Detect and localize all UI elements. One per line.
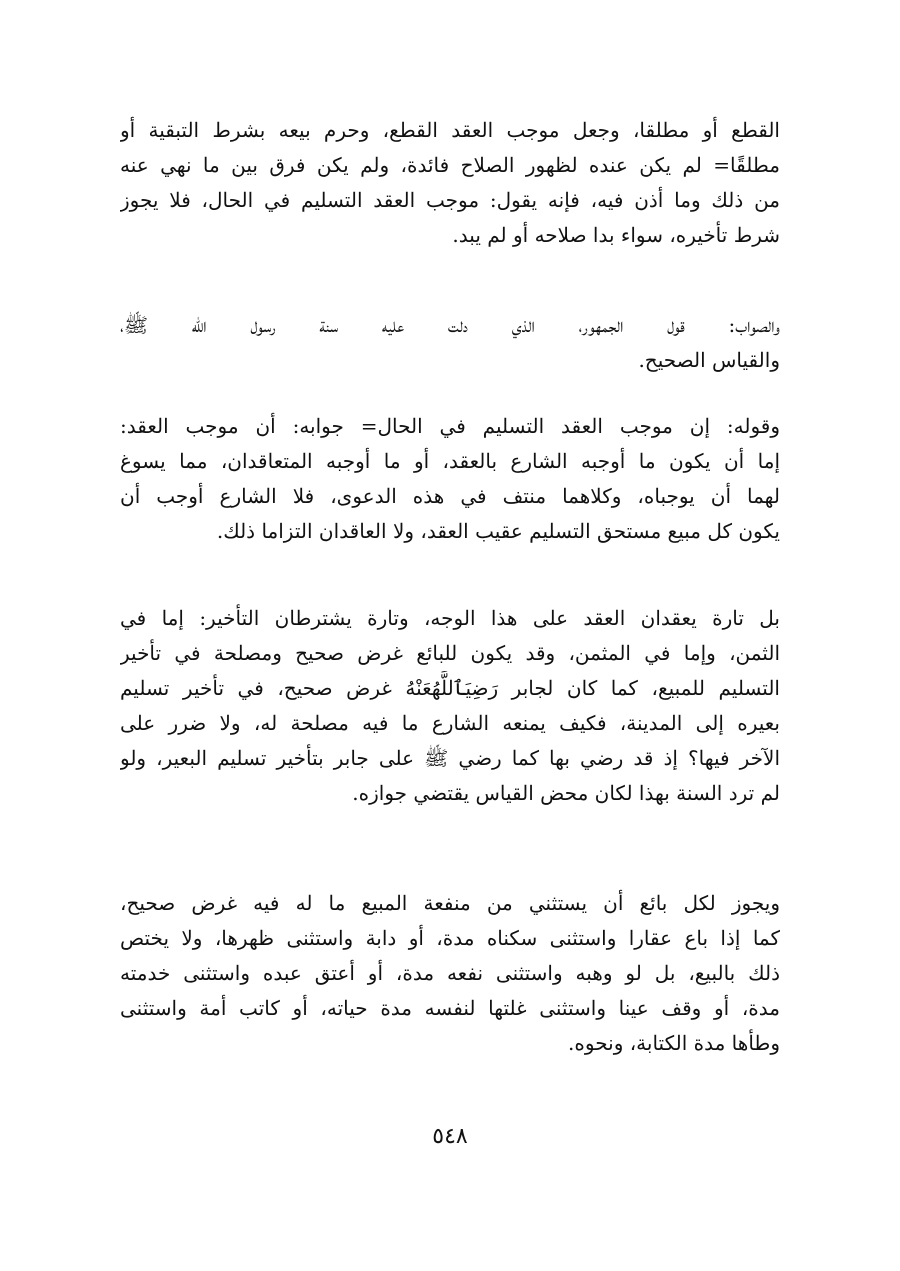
text-line: بعيره إلى المدينة، فكيف يمنعه الشارع ما فيه مصلحة له، ولا ضرر على [120, 711, 780, 735]
text-line: وقوله: إن موجب العقد التسليم في الحال= جوابه: أن موجب العقد: [120, 414, 780, 438]
text-line: ذلك بالبيع، بل لو وهبه واستثنى نفعه مدة، أو أعتق عبده واستثنى خدمته [120, 961, 780, 985]
text-line: شرط تأخيره، سواء بدا صلاحه أو لم يبد. [452, 223, 780, 247]
text-line: من ذلك وما أذن فيه، فإنه يقول: موجب العقد التسليم في الحال، فلا يجوز [120, 188, 780, 212]
text-line: إما أن يكون ما أوجبه الشارع بالعقد، أو ما أوجبه المتعاقدان، مما يسوغ [120, 449, 780, 473]
page-number: ٥٤٨ [432, 1124, 468, 1149]
text-line: وطأها مدة الكتابة، ونحوه. [568, 1031, 780, 1055]
paragraph-3 [120, 409, 780, 549]
text-line: الآخر فيها؟ إذ قد رضي بها كما رضي ﷺ على جابر بتأخير تسليم البعير، ولو [120, 746, 780, 770]
text-line: التسليم للمبيع، كما كان لجابر رَضِيَٱللَّهُعَنْهُ غرض صحيح، في تأخير تسليم [120, 676, 780, 700]
text-line: مدة، أو وقف عينا واستثنى غلتها لنفسه مدة حياته، أو كاتب أمة واستثنى [120, 996, 780, 1020]
text-line: الثمن، وإما في المثمن، وقد يكون للبائع غرض صحيح ومصلحة في تأخير [120, 641, 780, 665]
text-line: كما إذا باع عقارا واستثنى سكناه مدة، أو دابة واستثنى ظهرها، ولا يختص [120, 926, 780, 950]
text-line: بل تارة يعقدان العقد على هذا الوجه، وتارة يشترطان التأخير: إما في [120, 606, 780, 630]
paragraph-2 [120, 308, 780, 378]
paragraph-5 [120, 886, 780, 1061]
text-line: لهما أن يوجباه، وكلاهما منتف في هذه الدعوى، فلا الشارع أوجب أن [120, 484, 780, 508]
text-line: والصواب: قول الجمهور، الذي دلت عليه سنة رسول الله ﷺ، [120, 313, 780, 337]
text-line: والقياس الصحيح. [638, 348, 780, 372]
text-line: ويجوز لكل بائع أن يستثني من منفعة المبيع ما له فيه غرض صحيح، [120, 891, 780, 915]
text-line: مطلقًا= لم يكن عنده لظهور الصلاح فائدة، ولم يكن فرق بين ما نهي عنه [120, 153, 780, 177]
text-line: القطع أو مطلقا، وجعل موجب العقد القطع، وحرم بيعه بشرط التبقية أو [120, 118, 780, 142]
paragraph-4 [120, 601, 780, 811]
text-line: لم ترد السنة بهذا لكان محض القياس يقتضي جوازه. [352, 781, 780, 805]
paragraph-1 [120, 113, 780, 253]
text-line: يكون كل مبيع مستحق التسليم عقيب العقد، ولا العاقدان التزاما ذلك. [216, 519, 780, 543]
